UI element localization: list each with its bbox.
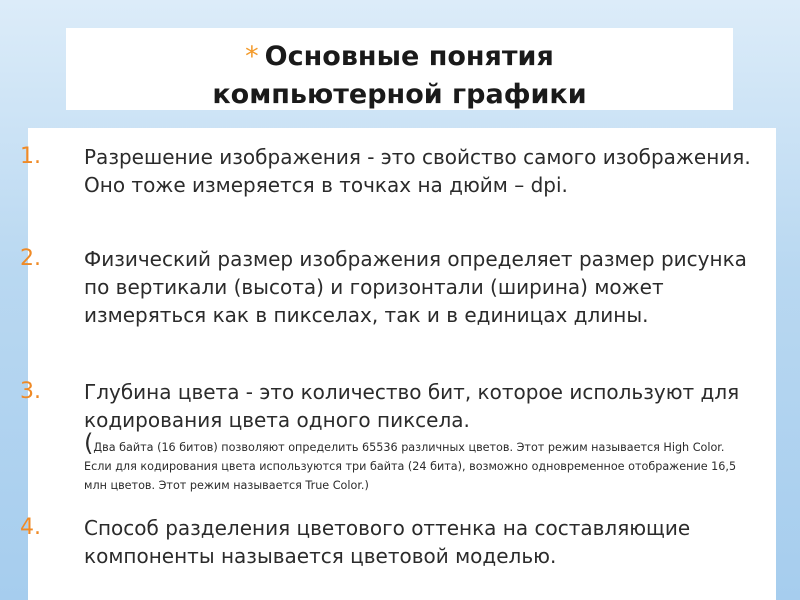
list-text-3	[84, 378, 754, 495]
note-open-paren: (	[84, 429, 94, 457]
note-text: Два байта (16 битов) позволяют определить 65536 различных цветов. Этот режим называется High Color. Если для кодирования цвета используются три байта (24 бита), возможно одновременное отображение 16,5 млн цветов. Этот режим называется True Color.)	[84, 441, 737, 492]
list-text-4: Способ разделения цветового оттенка на составляющие компоненты называется цветовой моделью.	[84, 516, 691, 568]
list-text-1: Разрешение изображения - это свойство самого изображения. Оно тоже измеряется в точках на дюйм – dpi.	[84, 145, 751, 197]
title-line-2: компьютерной графики	[212, 79, 587, 110]
list-number-1: 1.	[20, 144, 41, 169]
list-text-3-note	[84, 429, 754, 495]
list-text-2: Физический размер изображения определяет размер рисунка по вертикали (высота) и горизонтали (ширина) может измеряться как в пикселах, так и в единицах длины.	[84, 247, 747, 327]
title-panel	[66, 28, 733, 110]
list-number-3: 3.	[20, 379, 41, 404]
title-line-1: Основные понятия	[264, 41, 554, 72]
list-number-4: 4.	[20, 515, 41, 540]
list-number-2: 2.	[20, 246, 41, 271]
title-bullet-icon: *	[245, 41, 259, 72]
slide-title	[66, 38, 733, 114]
list-text-3-main: Глубина цвета - это количество бит, которое используют для кодирования цвета одного пиксела.	[84, 380, 740, 432]
content-panel	[20, 128, 776, 600]
